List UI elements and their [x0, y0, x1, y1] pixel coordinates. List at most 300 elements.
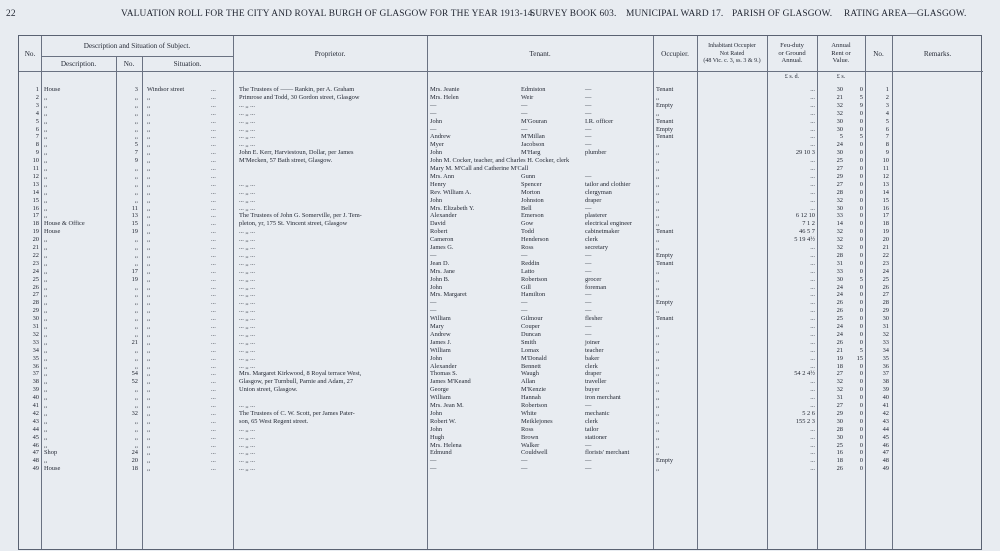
- row-proprietor: ... ,, ...: [239, 402, 255, 409]
- row-street-number: ,,: [134, 109, 138, 117]
- row-number-right: 34: [882, 346, 889, 354]
- row-rent-shillings: 0: [859, 417, 863, 425]
- row-proprietor: ... ,, ...: [239, 449, 255, 457]
- table-row: [19, 244, 983, 252]
- row-dots: ...: [211, 109, 216, 117]
- row-number-right: 7: [885, 133, 889, 141]
- row-rent-pounds: 32: [836, 228, 843, 236]
- row-occupation: draper: [585, 196, 602, 204]
- row-description: ,,: [44, 409, 48, 417]
- row-rent-pounds: 28: [836, 188, 843, 196]
- table-row: [19, 355, 983, 363]
- row-dots: ...: [211, 228, 216, 236]
- row-situation: ,,: [147, 346, 151, 354]
- row-occupier: ,,: [656, 441, 660, 449]
- row-description: ,,: [44, 386, 48, 394]
- row-occupation: clergyman: [585, 188, 612, 196]
- row-description: ,,: [44, 236, 48, 244]
- row-street-number: 21: [131, 338, 138, 346]
- row-feu-duty: ...: [810, 386, 815, 394]
- row-rent-pounds: 30: [836, 275, 843, 283]
- row-tenant-surname: Meiklejones: [521, 417, 553, 425]
- row-rent-shillings: 0: [859, 180, 863, 188]
- row-street-number: 32: [131, 409, 138, 417]
- row-dots: ...: [211, 259, 216, 267]
- row-occupier: ,,: [656, 409, 660, 417]
- row-tenant-first: John: [430, 196, 443, 204]
- row-dots: ...: [211, 425, 216, 433]
- row-rent-shillings: 0: [859, 291, 863, 299]
- row-street-number: 19: [131, 228, 138, 236]
- row-rent-shillings: 0: [859, 251, 863, 259]
- row-proprietor: ... ,, ...: [239, 180, 255, 188]
- row-occupier: ,,: [656, 236, 660, 244]
- row-occupier: ,,: [656, 417, 660, 425]
- row-number-right: 42: [882, 409, 889, 417]
- row-description: ,,: [44, 315, 48, 323]
- row-proprietor: ... ,, ...: [239, 291, 255, 299]
- row-dots: ...: [211, 346, 216, 354]
- row-rent-shillings: 0: [859, 259, 863, 267]
- row-description: ,,: [44, 117, 48, 125]
- table-row: [19, 141, 983, 149]
- row-dots: ...: [211, 125, 216, 133]
- row-tenant-surname: Edmiston: [521, 86, 546, 93]
- row-occupier: ,,: [656, 157, 660, 165]
- row-rent-shillings: 0: [859, 370, 863, 378]
- row-proprietor: Primrose and Todd, 30 Gordon street, Glasgow: [239, 93, 360, 101]
- table-row: [19, 378, 983, 386]
- row-tenant-first: George: [430, 386, 449, 394]
- row-occupier: ,,: [656, 275, 660, 283]
- table-row: [19, 418, 983, 426]
- row-feu-duty: ...: [810, 275, 815, 283]
- row-proprietor: ... ,, ...: [239, 101, 255, 109]
- row-proprietor: ... ,, ...: [239, 457, 255, 465]
- row-number-right: 13: [882, 180, 889, 188]
- row-dots: ...: [211, 402, 216, 409]
- row-feu-duty: ...: [810, 299, 815, 307]
- table-row: [19, 126, 983, 134]
- row-rent-pounds: 28: [836, 425, 843, 433]
- row-number: 4: [35, 109, 39, 117]
- table-row: [19, 205, 983, 213]
- row-proprietor: ... ,, ...: [239, 425, 255, 433]
- row-description: ,,: [44, 441, 48, 449]
- row-description: House & Office: [44, 220, 85, 228]
- row-tenant-surname: Hamilton: [521, 291, 546, 299]
- row-dots: ...: [211, 378, 216, 386]
- table-row: [19, 197, 983, 205]
- row-tenant-surname: Walker: [521, 441, 540, 449]
- row-situation: ,,: [147, 386, 151, 394]
- row-street-number: ,,: [134, 425, 138, 433]
- row-dots: ...: [211, 433, 216, 441]
- page-title: VALUATION ROLL FOR THE CITY AND ROYAL BURGH OF GLASGOW FOR THE YEAR 1913-14.: [121, 9, 536, 19]
- row-dots: ...: [211, 283, 216, 291]
- row-rent-shillings: 0: [859, 402, 863, 409]
- row-situation: ,,: [147, 323, 151, 330]
- col-rent-units: £ s.: [836, 74, 846, 80]
- row-situation: ,,: [147, 370, 151, 378]
- row-rent-pounds: 33: [836, 267, 843, 275]
- row-rent-pounds: 5: [839, 133, 843, 141]
- row-occupation: clerk: [585, 362, 598, 370]
- row-feu-duty: ...: [810, 457, 815, 465]
- table-row: [19, 457, 983, 465]
- row-street-number: ,,: [134, 259, 138, 267]
- row-rent-pounds: 31: [836, 259, 843, 267]
- survey-book: SURVEY BOOK 603.: [530, 9, 617, 19]
- table-row: [19, 394, 983, 402]
- row-feu-duty: ...: [810, 425, 815, 433]
- table-row: [19, 212, 983, 220]
- row-tenant-first: —: [430, 101, 437, 109]
- row-tenant-first: James G.: [430, 244, 454, 251]
- col-occupier: Occupier.: [661, 50, 689, 58]
- row-occupation: teacher: [585, 346, 604, 354]
- row-proprietor: Mrs. Margaret Kirkwood, 8 Royal terrace West,: [239, 370, 362, 378]
- row-description: ,,: [44, 299, 48, 307]
- row-rent-shillings: 0: [859, 425, 863, 433]
- row-tenant-surname: Couldwell: [521, 449, 548, 457]
- row-street-number: 13: [131, 212, 138, 220]
- row-number-right: 44: [882, 425, 889, 433]
- row-feu-duty: 54 2 4½: [794, 370, 815, 378]
- row-occupation: —: [585, 299, 592, 307]
- row-street-number: ,,: [134, 117, 138, 125]
- row-tenant-surname: M'Millan: [521, 133, 545, 141]
- row-description: ,,: [44, 172, 48, 180]
- row-tenant-first: Thomas S.: [430, 370, 458, 378]
- row-rent-pounds: 19: [836, 354, 843, 362]
- row-occupation: foreman: [585, 283, 607, 291]
- row-street-number: ,,: [134, 394, 138, 402]
- col-situation: Situation.: [173, 60, 202, 68]
- row-feu-duty: ...: [810, 251, 815, 259]
- row-feu-duty: ...: [810, 204, 815, 212]
- table-row: [19, 370, 983, 378]
- table-row: [19, 173, 983, 181]
- row-number: 37: [32, 370, 39, 378]
- row-description: ,,: [44, 101, 48, 109]
- row-occupation: —: [585, 323, 592, 330]
- row-feu-duty: 5 2 6: [802, 409, 815, 417]
- row-dots: ...: [211, 141, 216, 149]
- row-rent-pounds: 32: [836, 378, 843, 386]
- row-description: ,,: [44, 93, 48, 101]
- row-description: ,,: [44, 283, 48, 291]
- row-situation: ,,: [147, 267, 151, 275]
- row-dots: ...: [211, 251, 216, 259]
- row-number: 1: [35, 86, 39, 93]
- row-tenant-first: Mrs. Jean M.: [430, 402, 464, 409]
- table-row: [19, 339, 983, 347]
- row-occupier: Tenant: [656, 228, 674, 236]
- row-street-number: ,,: [134, 125, 138, 133]
- row-feu-duty: ...: [810, 157, 815, 165]
- row-feu-duty: ...: [810, 188, 815, 196]
- row-occupation: joiner: [585, 338, 600, 346]
- row-number: 2: [35, 93, 39, 101]
- table-row: [19, 133, 983, 141]
- row-dots: ...: [211, 133, 216, 141]
- row-description: House: [44, 86, 61, 93]
- row-tenant-surname: Gow: [521, 220, 534, 228]
- row-rent-shillings: 0: [859, 433, 863, 441]
- row-occupier: ,,: [656, 188, 660, 196]
- row-tenant-first: Robert: [430, 228, 448, 236]
- row-description: ,,: [44, 417, 48, 425]
- row-street-number: ,,: [134, 93, 138, 101]
- col-proprietor: Proprietor.: [314, 50, 346, 58]
- row-occupation: tailor: [585, 425, 599, 433]
- row-occupier: ,,: [656, 346, 660, 354]
- row-rent-shillings: 0: [859, 244, 863, 251]
- row-dots: ...: [211, 417, 216, 425]
- row-rent-pounds: 26: [836, 307, 843, 315]
- row-situation: ,,: [147, 259, 151, 267]
- row-occupation: —: [585, 465, 592, 473]
- row-feu-duty: ...: [810, 354, 815, 362]
- row-tenant-surname: Gunn: [521, 172, 536, 180]
- table-row: [19, 363, 983, 371]
- row-proprietor: John E. Kerr, Harviestoun, Dollar, per James: [239, 149, 354, 157]
- row-occupation: —: [585, 259, 592, 267]
- row-rent-shillings: 0: [859, 157, 863, 165]
- row-description: ,,: [44, 125, 48, 133]
- table-row: [19, 86, 983, 94]
- row-occupation: —: [585, 251, 592, 259]
- row-occupier: Empty: [656, 125, 674, 133]
- row-rent-shillings: 9: [859, 101, 863, 109]
- row-number: 20: [32, 236, 39, 244]
- row-dots: ...: [211, 220, 216, 228]
- row-tenant-surname: Smith: [521, 338, 537, 346]
- row-rent-pounds: 16: [836, 449, 843, 457]
- row-number-right: 17: [882, 212, 889, 220]
- row-tenant-surname: M'Gouran: [521, 117, 547, 125]
- row-dots: ...: [211, 188, 216, 196]
- row-occupation: —: [585, 402, 592, 409]
- row-proprietor: The Trustees of C. W. Scott, per James Pater-: [239, 409, 355, 417]
- row-street-number: 18: [131, 465, 138, 473]
- row-occupation: electrical engineer: [585, 220, 633, 228]
- row-description: ,,: [44, 433, 48, 441]
- row-rent-shillings: 0: [859, 220, 863, 228]
- row-feu-duty: ...: [810, 315, 815, 323]
- row-dots: ...: [211, 307, 216, 315]
- row-proprietor: ... ,, ...: [239, 117, 255, 125]
- row-number: 40: [32, 394, 39, 402]
- row-rent-shillings: 0: [859, 267, 863, 275]
- row-situation: ,,: [147, 394, 151, 402]
- row-tenant-first: Andrew: [430, 330, 451, 338]
- row-occupation: —: [585, 330, 592, 338]
- row-proprietor: M'Mecken, 57 Bath street, Glasgow.: [239, 157, 333, 165]
- row-description: ,,: [44, 307, 48, 315]
- row-occupation: plasterer: [585, 212, 607, 220]
- row-proprietor: ... ,, ...: [239, 338, 255, 346]
- row-tenant-first: John: [430, 117, 443, 125]
- row-rent-pounds: 29: [836, 172, 843, 180]
- table-row: [19, 315, 983, 323]
- table-row: [19, 189, 983, 197]
- row-number: 3: [35, 101, 39, 109]
- row-occupation: —: [585, 204, 592, 212]
- row-number-right: 31: [882, 323, 889, 330]
- table-row: [19, 410, 983, 418]
- row-occupier: ,,: [656, 323, 660, 330]
- row-description: ,,: [44, 291, 48, 299]
- row-street-number: 11: [131, 204, 138, 212]
- row-occupation: traveller: [585, 378, 607, 386]
- row-tenant-first: John B.: [430, 275, 450, 283]
- row-occupier: Empty: [656, 251, 674, 259]
- col-feu-duty: Feu-duty or Ground Annual.: [778, 42, 806, 65]
- row-situation: ,,: [147, 244, 151, 251]
- row-number-right: 16: [882, 204, 889, 212]
- row-occupier: ,,: [656, 109, 660, 117]
- row-number: 26: [32, 283, 39, 291]
- row-occupier: ,,: [656, 196, 660, 204]
- row-description: ,,: [44, 109, 48, 117]
- row-number: 13: [32, 180, 39, 188]
- row-number: 29: [32, 307, 39, 315]
- row-occupation: —: [585, 141, 592, 149]
- row-description: ,,: [44, 204, 48, 212]
- row-occupation: iron merchant: [585, 394, 621, 402]
- row-occupier: ,,: [656, 172, 660, 180]
- row-feu-duty: 29 10 3: [795, 149, 815, 157]
- row-occupier: ,,: [656, 93, 660, 101]
- row-feu-duty: ...: [810, 86, 815, 93]
- row-feu-duty: 7 1 2: [802, 220, 815, 228]
- row-number: 31: [32, 323, 39, 330]
- row-tenant-first: Myer: [430, 141, 444, 149]
- row-occupier: ,,: [656, 378, 660, 386]
- row-situation: ,,: [147, 330, 151, 338]
- table-row: [19, 94, 983, 102]
- row-dots: ...: [211, 101, 216, 109]
- row-proprietor: ... ,, ...: [239, 251, 255, 259]
- row-dots: ...: [211, 299, 216, 307]
- row-tenant-first: —: [430, 465, 437, 473]
- row-number-right: 39: [882, 386, 889, 394]
- row-occupier: ,,: [656, 433, 660, 441]
- row-feu-duty: ...: [810, 378, 815, 386]
- row-street-number: ,,: [134, 165, 138, 172]
- row-tenant-surname: —: [521, 465, 528, 473]
- row-description: ,,: [44, 196, 48, 204]
- row-occupation: florists' merchant: [585, 449, 630, 457]
- row-description: ,,: [44, 141, 48, 149]
- row-number: 23: [32, 259, 39, 267]
- row-number-right: 5: [885, 117, 889, 125]
- row-dots: ...: [211, 117, 216, 125]
- row-proprietor: ... ,, ...: [239, 275, 255, 283]
- row-feu-duty: 46 5 7: [799, 228, 815, 236]
- row-description: ,,: [44, 338, 48, 346]
- table-row: [19, 268, 983, 276]
- row-rent-shillings: 0: [859, 165, 863, 172]
- row-occupier: ,,: [656, 149, 660, 157]
- table-row: [19, 165, 983, 173]
- row-description: ,,: [44, 165, 48, 172]
- row-number-right: 21: [882, 244, 889, 251]
- row-rent-shillings: 0: [859, 457, 863, 465]
- row-situation: ,,: [147, 117, 151, 125]
- row-occupier: ,,: [656, 220, 660, 228]
- row-rent-shillings: 0: [859, 236, 863, 244]
- row-situation: ,,: [147, 275, 151, 283]
- row-description: ,,: [44, 346, 48, 354]
- row-tenant-surname: Bennett: [521, 362, 541, 370]
- row-description: ,,: [44, 457, 48, 465]
- row-situation: ,,: [147, 449, 151, 457]
- col-desc-group: Description and Situation of Subject.: [83, 42, 191, 50]
- table-row: [19, 181, 983, 189]
- row-street-number: ,,: [134, 133, 138, 141]
- row-situation: ,,: [147, 157, 151, 165]
- row-number-right: 48: [882, 457, 889, 465]
- row-description: ,,: [44, 180, 48, 188]
- table-row: [19, 260, 983, 268]
- row-number-right: 18: [882, 220, 889, 228]
- row-street-number: 7: [134, 149, 138, 157]
- row-rent-pounds: 29: [836, 409, 843, 417]
- row-number: 27: [32, 291, 39, 299]
- row-number-right: 41: [882, 402, 889, 409]
- row-rent-shillings: 0: [859, 117, 863, 125]
- row-situation: ,,: [147, 299, 151, 307]
- table-row: [19, 442, 983, 450]
- page-header: [6, 9, 994, 23]
- row-rent-shillings: 5: [859, 133, 863, 141]
- row-rent-shillings: 0: [859, 362, 863, 370]
- row-occupation: —: [585, 267, 592, 275]
- row-tenant-surname: Ross: [521, 244, 534, 251]
- row-number: 11: [32, 165, 39, 172]
- row-dots: ...: [211, 457, 216, 465]
- row-rent-pounds: 32: [836, 196, 843, 204]
- table-row: [19, 284, 983, 292]
- municipal-ward: MUNICIPAL WARD 17.: [626, 9, 724, 19]
- row-dots: ...: [211, 212, 216, 220]
- row-proprietor: ... ,, ...: [239, 362, 255, 370]
- table-row: [19, 220, 983, 228]
- row-rent-pounds: 25: [836, 315, 843, 323]
- row-situation: ,,: [147, 307, 151, 315]
- table-row: [19, 307, 983, 315]
- row-number-right: 22: [882, 251, 889, 259]
- row-rent-pounds: 24: [836, 141, 843, 149]
- row-tenant-first: Mary M. M'Call and Catherine M'Call: [430, 165, 529, 172]
- row-feu-duty: ...: [810, 133, 815, 141]
- row-situation: ,,: [147, 291, 151, 299]
- row-proprietor: ... ,, ...: [239, 299, 255, 307]
- row-occupation: secretary: [585, 244, 609, 251]
- row-situation: ,,: [147, 283, 151, 291]
- row-feu-duty: 5 19 4½: [794, 236, 815, 244]
- row-street-number: 24: [131, 449, 138, 457]
- row-description: ,,: [44, 149, 48, 157]
- table-row: [19, 426, 983, 434]
- row-occupier: ,,: [656, 330, 660, 338]
- row-tenant-first: Mrs. Jane: [430, 267, 455, 275]
- table-row: [19, 236, 983, 244]
- row-dots: ...: [211, 315, 216, 323]
